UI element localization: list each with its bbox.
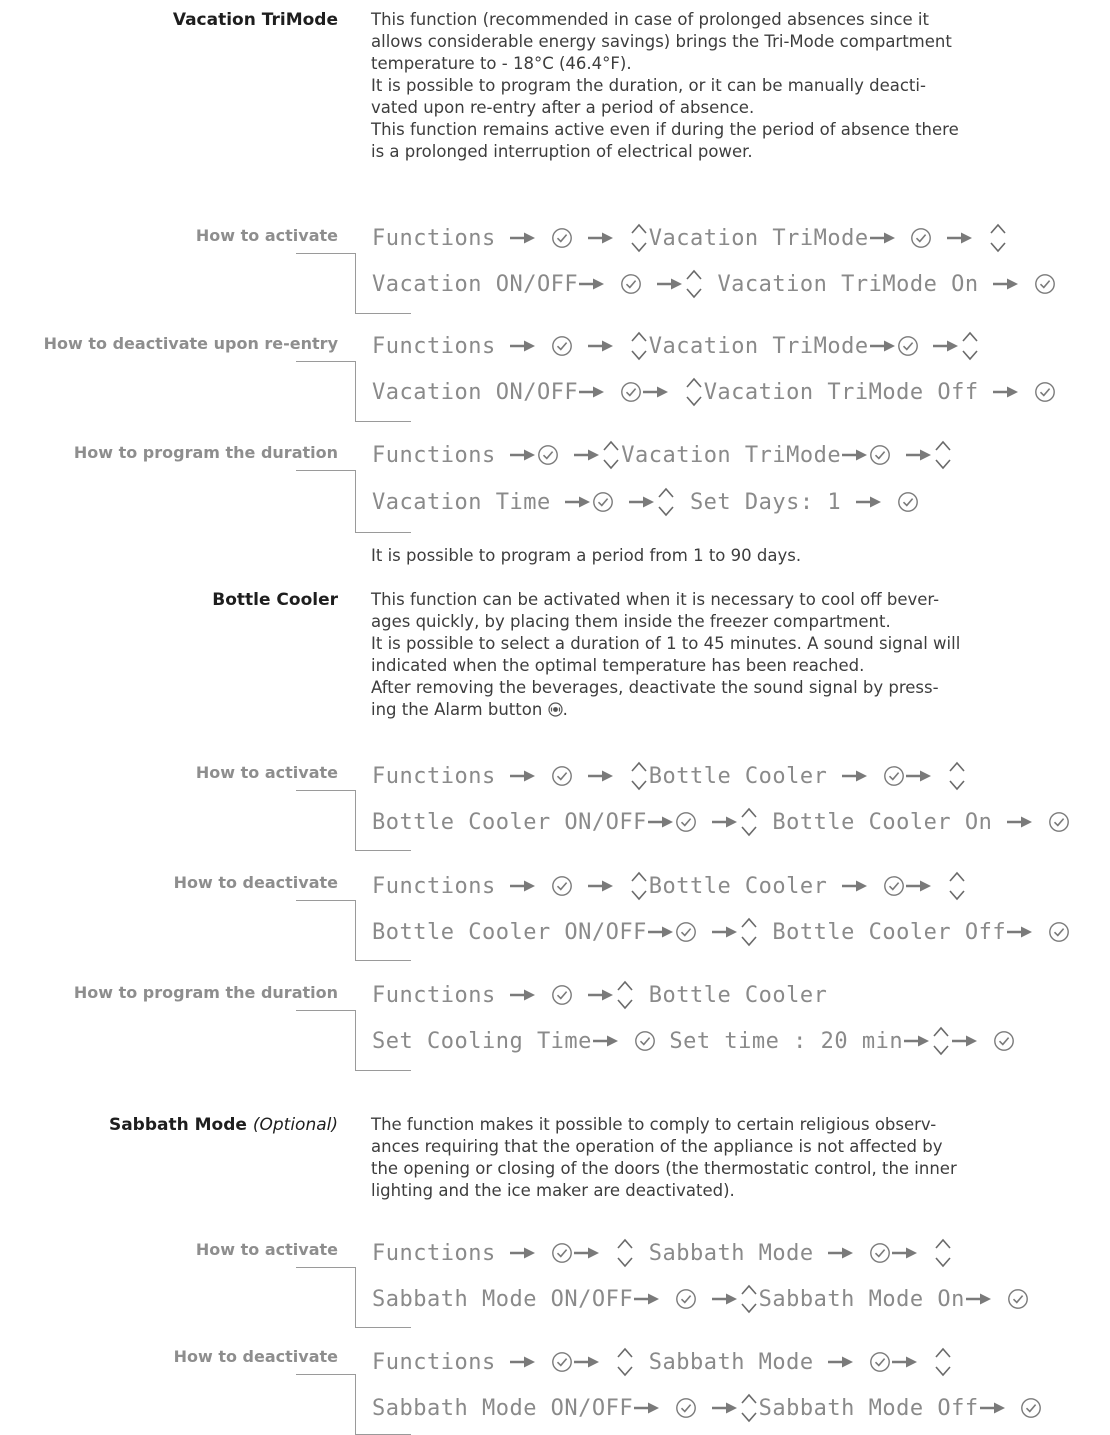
arrow-right-icon	[869, 339, 897, 353]
display-text: Sabbath Mode ON/OFF	[372, 1286, 634, 1312]
vacation-activate-seq-1	[372, 222, 1008, 254]
display-text: Sabbath Mode Off	[758, 1395, 979, 1421]
confirm-check-icon	[993, 1030, 1015, 1052]
arrow-right-icon	[827, 1246, 855, 1260]
confirm-check-icon	[883, 765, 905, 787]
arrow-right-icon	[573, 1246, 601, 1260]
up-down-arrows-icon	[615, 979, 635, 1011]
sabbath-deactivate-seq-2	[372, 1392, 1110, 1424]
arrow-right-icon	[656, 277, 684, 291]
arrow-right-icon	[578, 277, 606, 291]
bottle-activate-seq-1	[372, 760, 967, 792]
confirm-check-icon	[1048, 811, 1070, 833]
up-down-arrows-icon	[629, 222, 649, 254]
arrow-right-icon	[1006, 815, 1034, 829]
arrow-right-icon	[628, 495, 656, 509]
display-text: Bottle Cooler On	[772, 809, 993, 835]
bottle-deactivate-seq-1	[372, 870, 967, 902]
up-down-arrows-icon	[947, 870, 967, 902]
bottle-title: Bottle Cooler	[212, 590, 338, 610]
confirm-check-icon	[620, 273, 642, 295]
display-text: Set time : 20 min	[669, 1028, 904, 1054]
confirm-check-icon	[910, 227, 932, 249]
display-text: Vacation TriMode	[621, 442, 842, 468]
bottle-deactivate-seq-2	[372, 916, 1070, 948]
arrow-right-icon	[573, 448, 601, 462]
arrow-right-icon	[587, 879, 615, 893]
arrow-right-icon	[711, 1292, 739, 1306]
display-text: Vacation Time	[372, 489, 551, 515]
up-down-arrows-icon	[933, 1237, 953, 1269]
bottle-program-seq-2	[372, 1025, 1015, 1057]
up-down-arrows-icon	[933, 439, 953, 471]
confirm-check-icon	[634, 1030, 656, 1052]
arrow-right-icon	[587, 339, 615, 353]
arrow-right-icon	[592, 1034, 620, 1048]
arrow-right-icon	[979, 1401, 1007, 1415]
display-text: Functions	[372, 333, 496, 359]
arrow-right-icon	[578, 385, 606, 399]
confirm-check-icon	[869, 1351, 891, 1373]
display-text: Sabbath Mode ON/OFF	[372, 1395, 634, 1421]
display-text: Functions	[372, 225, 496, 251]
vacation-title: Vacation TriMode	[172, 10, 338, 30]
arrow-right-icon	[932, 339, 960, 353]
sabbath-deactivate-label: How to deactivate	[173, 1347, 338, 1366]
vacation-activate-seq-2	[372, 268, 1056, 300]
confirm-check-icon	[1007, 1288, 1029, 1310]
confirm-check-icon	[1020, 1397, 1042, 1419]
confirm-check-icon	[551, 1351, 573, 1373]
vacation-activate-label: How to activate	[195, 226, 338, 245]
display-text: Bottle Cooler ON/OFF	[372, 919, 647, 945]
up-down-arrows-icon	[601, 439, 621, 471]
display-text: Bottle Cooler ON/OFF	[372, 809, 647, 835]
arrow-right-icon	[891, 1355, 919, 1369]
display-text: Vacation TriMode	[648, 333, 869, 359]
confirm-check-icon	[869, 444, 891, 466]
confirm-check-icon	[592, 491, 614, 513]
vacation-description: This function (recommended in case of prolonged absences since it allows considerable energy savings) brings the Tri-Mode compartment temperature to - 18°C (46.4°F). It is possible to program the duration, or it can be manually deacti- vated upon re-entry after a period of absence. This function remains active even if during the period of absence there is a prolonged interruption of electrical power.	[371, 10, 959, 161]
arrow-right-icon	[633, 1401, 661, 1415]
up-down-arrows-icon	[684, 268, 704, 300]
arrow-right-icon	[992, 385, 1020, 399]
up-down-arrows-icon	[933, 1346, 953, 1378]
bottle-program-seq-1	[372, 979, 827, 1011]
up-down-arrows-icon	[629, 330, 649, 362]
vacation-note: It is possible to program a period from 1 to 90 days.	[371, 546, 802, 565]
arrow-right-icon	[869, 231, 897, 245]
confirm-check-icon	[551, 335, 573, 357]
arrow-right-icon	[647, 815, 675, 829]
arrow-right-icon	[573, 1355, 601, 1369]
up-down-arrows-icon	[960, 330, 980, 362]
display-text: Vacation ON/OFF	[372, 271, 579, 297]
sabbath-description: The function makes it possible to comply to certain religious observ- ances requiring that the operation of the appliance is not affected by the opening or closing of the doors (the thermostatic control, the inner lighting and the ice maker are deactivated).	[371, 1115, 957, 1200]
arrow-right-icon	[946, 231, 974, 245]
display-text: Bottle Cooler	[648, 873, 828, 899]
arrow-right-icon	[642, 385, 670, 399]
arrow-right-icon	[841, 448, 869, 462]
arrow-right-icon	[965, 1292, 993, 1306]
display-text: Vacation TriMode	[648, 225, 869, 251]
arrow-right-icon	[509, 988, 537, 1002]
bottle-activate-label: How to activate	[195, 763, 338, 782]
confirm-check-icon	[551, 1242, 573, 1264]
arrow-right-icon	[509, 448, 537, 462]
vacation-deactivate-seq-2	[372, 376, 1056, 408]
display-text: Functions	[372, 763, 496, 789]
bottle-activate-seq-2	[372, 806, 1070, 838]
confirm-check-icon	[869, 1242, 891, 1264]
alarm-button-icon	[548, 702, 563, 717]
vacation-program-seq-1	[372, 439, 953, 471]
arrow-right-icon	[1006, 925, 1034, 939]
bottle-program-label: How to program the duration	[73, 983, 338, 1002]
sabbath-title: Sabbath Mode (Optional)	[108, 1115, 338, 1135]
up-down-arrows-icon	[615, 1237, 635, 1269]
vacation-program-seq-2	[372, 486, 919, 518]
sabbath-activate-seq-1	[372, 1237, 953, 1269]
confirm-check-icon	[675, 1397, 697, 1419]
arrow-right-icon	[903, 1034, 931, 1048]
up-down-arrows-icon	[931, 1025, 951, 1057]
arrow-right-icon	[647, 925, 675, 939]
arrow-right-icon	[587, 769, 615, 783]
display-text: Functions	[372, 873, 496, 899]
up-down-arrows-icon	[739, 1392, 759, 1424]
arrow-right-icon	[891, 1246, 919, 1260]
confirm-check-icon	[675, 921, 697, 943]
display-text: Set Days: 1	[689, 489, 842, 515]
bottle-deactivate-label: How to deactivate	[173, 873, 338, 892]
display-text: Vacation ON/OFF	[372, 379, 579, 405]
arrow-right-icon	[509, 339, 537, 353]
confirm-check-icon	[1034, 381, 1056, 403]
confirm-check-icon	[675, 811, 697, 833]
display-text: Functions	[372, 442, 496, 468]
arrow-right-icon	[711, 1401, 739, 1415]
vacation-deactivate-label: How to deactivate upon re-entry	[43, 334, 338, 353]
up-down-arrows-icon	[684, 376, 704, 408]
arrow-right-icon	[587, 231, 615, 245]
confirm-check-icon	[551, 875, 573, 897]
display-text: Functions	[372, 1240, 496, 1266]
display-text: Bottle Cooler	[648, 763, 828, 789]
display-text: Sabbath Mode	[648, 1240, 814, 1266]
confirm-check-icon	[551, 227, 573, 249]
display-text: Functions	[372, 1349, 496, 1375]
up-down-arrows-icon	[988, 222, 1008, 254]
arrow-right-icon	[509, 879, 537, 893]
arrow-right-icon	[841, 879, 869, 893]
arrow-right-icon	[905, 448, 933, 462]
arrow-right-icon	[711, 815, 739, 829]
arrow-right-icon	[905, 879, 933, 893]
arrow-right-icon	[633, 1292, 661, 1306]
confirm-check-icon	[1034, 273, 1056, 295]
display-text: Bottle Cooler Off	[772, 919, 1007, 945]
sabbath-deactivate-seq-1	[372, 1346, 953, 1378]
display-text: Sabbath Mode On	[758, 1286, 965, 1312]
vacation-deactivate-seq-1	[372, 330, 980, 362]
arrow-right-icon	[905, 769, 933, 783]
sabbath-activate-label: How to activate	[195, 1240, 338, 1259]
display-text: Sabbath Mode	[648, 1349, 814, 1375]
up-down-arrows-icon	[739, 1283, 759, 1315]
up-down-arrows-icon	[739, 806, 759, 838]
confirm-check-icon	[537, 444, 559, 466]
up-down-arrows-icon	[947, 760, 967, 792]
display-text: Vacation TriMode Off	[703, 379, 979, 405]
up-down-arrows-icon	[629, 870, 649, 902]
confirm-check-icon	[551, 984, 573, 1006]
confirm-check-icon	[1048, 921, 1070, 943]
arrow-right-icon	[827, 1355, 855, 1369]
arrow-right-icon	[711, 925, 739, 939]
arrow-right-icon	[509, 769, 537, 783]
up-down-arrows-icon	[739, 916, 759, 948]
arrow-right-icon	[509, 1246, 537, 1260]
arrow-right-icon	[509, 231, 537, 245]
up-down-arrows-icon	[656, 486, 676, 518]
display-text: Bottle Cooler	[648, 982, 828, 1008]
arrow-right-icon	[587, 988, 615, 1002]
arrow-right-icon	[992, 277, 1020, 291]
confirm-check-icon	[675, 1288, 697, 1310]
sabbath-optional: (Optional)	[252, 1115, 338, 1135]
display-text: Set Cooling Time	[372, 1028, 592, 1054]
arrow-right-icon	[564, 495, 592, 509]
display-text: Functions	[372, 982, 496, 1008]
confirm-check-icon	[897, 335, 919, 357]
display-text: Vacation TriMode On	[717, 271, 979, 297]
bottle-description: This function can be activated when it is necessary to cool off bever- ages quickly, by placing them inside the freezer compartment. It is possible to select a duration of 1 to 45 minutes. A sound signal will indicated when the optimal temperature has been reached. After removing the beverages, deactivate the sound signal by press- ing the Alarm button .	[371, 590, 961, 719]
confirm-check-icon	[883, 875, 905, 897]
arrow-right-icon	[841, 769, 869, 783]
vacation-program-label: How to program the duration	[73, 443, 338, 462]
up-down-arrows-icon	[629, 760, 649, 792]
arrow-right-icon	[951, 1034, 979, 1048]
confirm-check-icon	[551, 765, 573, 787]
up-down-arrows-icon	[615, 1346, 635, 1378]
arrow-right-icon	[509, 1355, 537, 1369]
confirm-check-icon	[620, 381, 642, 403]
sabbath-activate-seq-2	[372, 1283, 1110, 1315]
arrow-right-icon	[855, 495, 883, 509]
confirm-check-icon	[897, 491, 919, 513]
